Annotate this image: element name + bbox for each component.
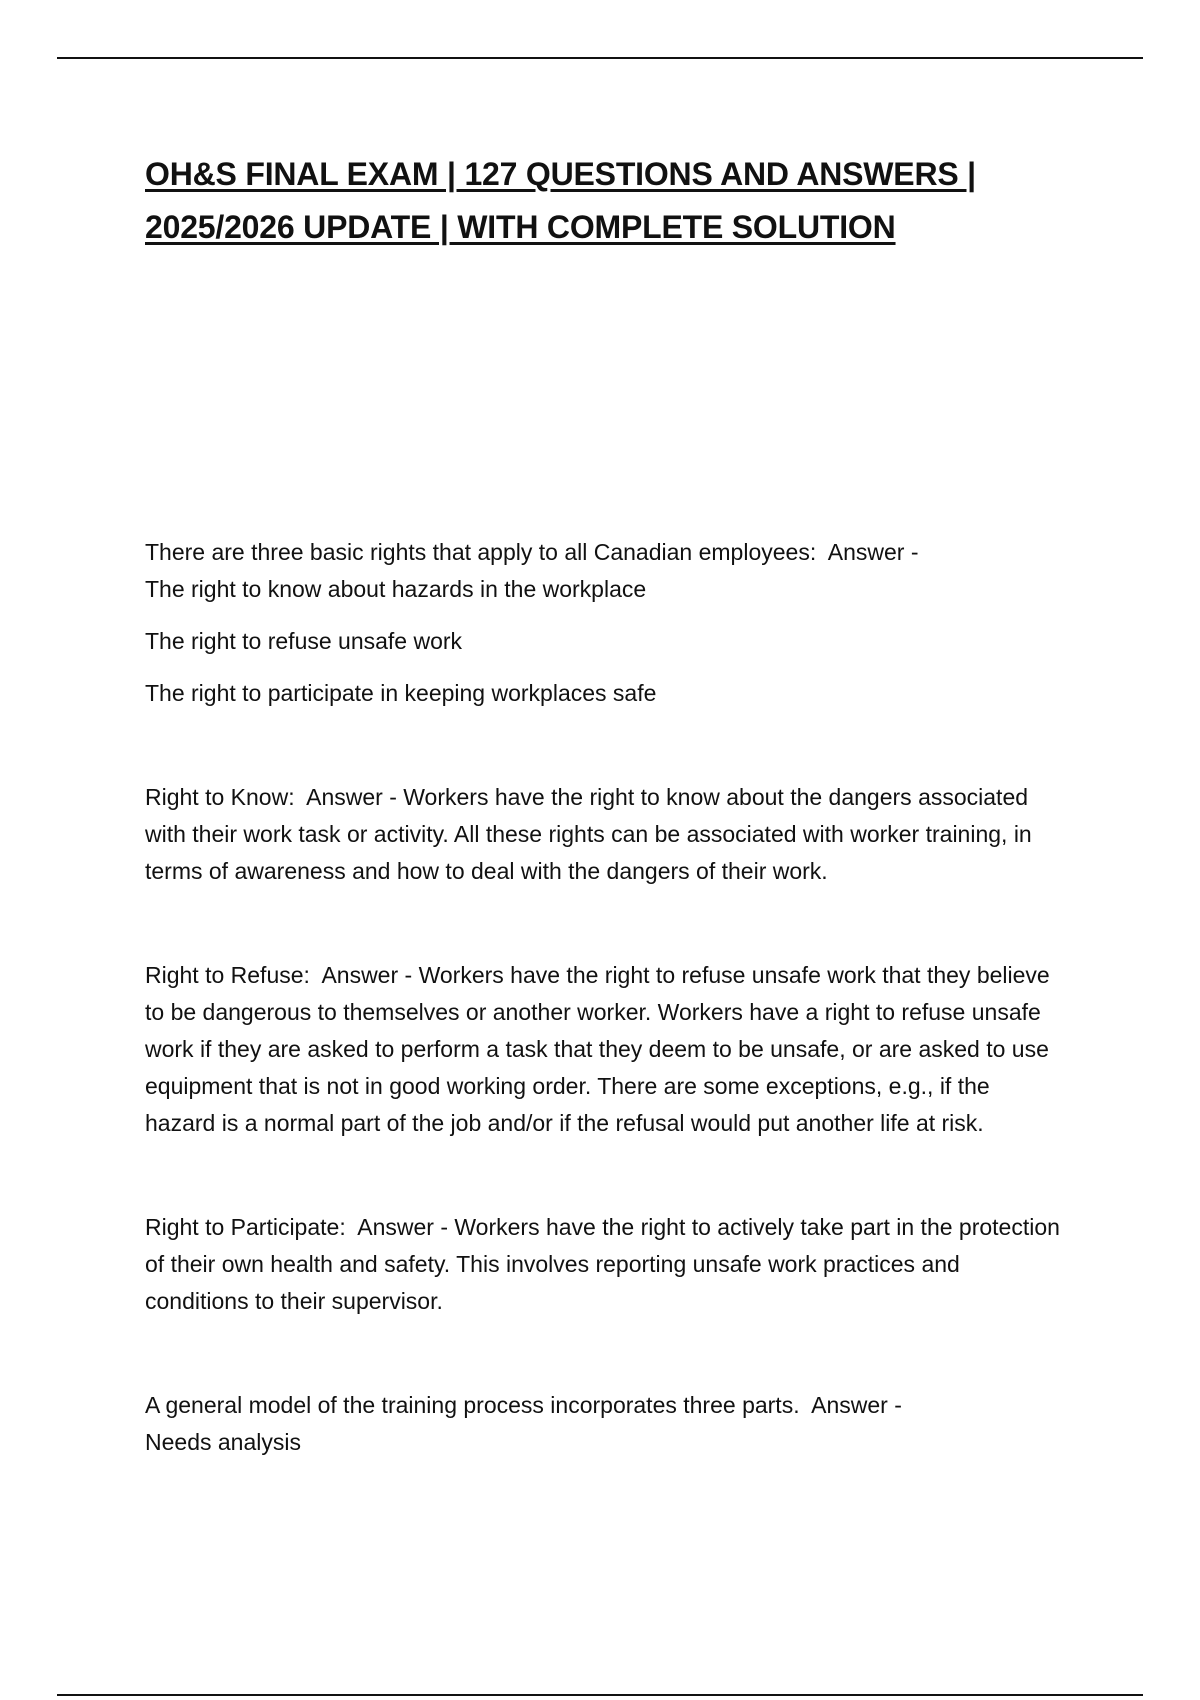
qa-question: A general model of the training process incorporates three parts. [145, 1392, 800, 1418]
qa-question: Right to Refuse: [145, 962, 310, 988]
qa-paragraph [145, 957, 1065, 1142]
qa-paragraph [145, 1209, 1065, 1320]
qa-first-line [145, 1387, 1065, 1461]
document-body [145, 534, 1065, 1461]
qa-answer-label: Answer - [321, 962, 413, 988]
qa-answer-line: Needs analysis [145, 1429, 301, 1455]
qa-question: Right to Participate: [145, 1214, 346, 1240]
qa-first-line [145, 534, 1065, 608]
qa-answer-label: Answer - [827, 539, 919, 565]
qa-item [145, 779, 1065, 890]
qa-answer-line: Workers have the right to actively take part in the protection of their own health and safety. This involves reporting unsafe work practices and conditions to their supervisor. [145, 1214, 1060, 1314]
document-title: OH&S FINAL EXAM | 127 QUESTIONS AND ANSWERS | 2025/2026 UPDATE | WITH COMPLETE SOLUTION [145, 156, 976, 245]
qa-paragraph [145, 779, 1065, 890]
bottom-rule [57, 1694, 1143, 1696]
qa-answer-line: Workers have the right to know about the dangers associated with their work task or activity. All these rights can be associated with worker training, in terms of awareness and how to deal with the dangers of their work. [145, 784, 1032, 884]
qa-question: Right to Know: [145, 784, 295, 810]
qa-answer-line: The right to participate in keeping workplaces safe [145, 680, 657, 706]
qa-item [145, 534, 1065, 712]
qa-answer-line: The right to refuse unsafe work [145, 628, 463, 654]
qa-answer-line: Workers have the right to refuse unsafe work that they believe to be dangerous to themselves or another worker. Workers have a right to refuse unsafe work if they are asked to perform a task that they deem to be unsafe, or are asked to use equipment that is not in good working order. There are some exceptions, e.g., if the hazard is a normal part of the job and/or if the refusal would put another life at risk. [145, 962, 1050, 1136]
qa-answer-label: Answer - [357, 1214, 448, 1240]
qa-item [145, 1209, 1065, 1320]
qa-item [145, 1387, 1065, 1461]
qa-answer-label: Answer - [811, 1392, 902, 1418]
qa-item [145, 957, 1065, 1142]
qa-question: There are three basic rights that apply to all Canadian employees: [145, 539, 817, 565]
qa-answer-label: Answer - [306, 784, 397, 810]
qa-answer-line: The right to know about hazards in the workplace [145, 576, 647, 602]
top-rule [57, 57, 1143, 59]
